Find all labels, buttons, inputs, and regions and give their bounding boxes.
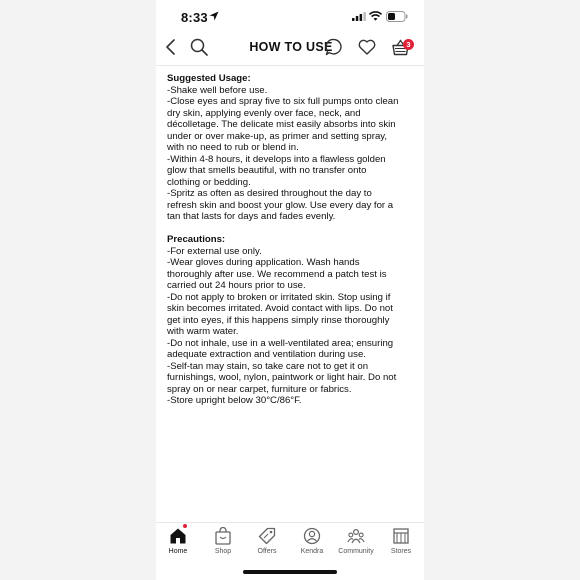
back-chevron-icon[interactable] [164, 38, 178, 56]
offers-icon [258, 527, 276, 545]
text-line: -Store upright below 30°C/86°F. [167, 395, 302, 406]
section-heading: Suggested Usage: [167, 73, 251, 84]
tab-label: Offers [257, 548, 277, 555]
stores-icon [392, 527, 410, 545]
home-indicator-bar[interactable] [243, 570, 337, 574]
notification-dot [183, 524, 187, 528]
text-line: under or over make-up, as primer and setting spray, [167, 130, 388, 142]
location-arrow-icon [209, 11, 219, 21]
battery-icon [386, 11, 408, 22]
text-line: -Wear gloves during application. Wash hands [167, 257, 360, 268]
tab-kendra[interactable] [290, 527, 334, 555]
text-line: -Do not inhale, use in a well-ventilated area; ensuring [167, 337, 394, 349]
page-title: HOW TO USE [249, 40, 333, 54]
tab-label: Stores [390, 548, 412, 555]
text-line: -Spritz as often as desired throughout the day to [167, 188, 372, 199]
heart-icon[interactable] [358, 39, 376, 55]
text-line: -Close eyes and spray five to six full pumps onto clean [167, 96, 399, 107]
text-line: -For external use only. [167, 245, 262, 257]
status-bar [156, 0, 424, 32]
text-line: clothing or bedding. [167, 176, 251, 188]
comment-bubble-icon[interactable] [325, 38, 343, 56]
tab-stores[interactable] [379, 527, 423, 555]
text-line: thoroughly after use. We recommend a patch test is [167, 268, 387, 280]
header-divider [156, 65, 424, 66]
text-line: adequate extraction and ventilation during use. [167, 349, 366, 360]
text-line: with warm water. [167, 326, 239, 337]
tab-shop[interactable] [201, 527, 245, 555]
tab-label: Shop [214, 548, 232, 555]
bottom-tab-bar [156, 522, 424, 559]
tab-label: Community [338, 548, 374, 555]
text-line: skin becomes irritated. Avoid contact with lips. Do not [167, 303, 393, 314]
kendra-icon [303, 527, 321, 545]
home-icon [169, 527, 187, 545]
suggested-usage-section [167, 73, 419, 223]
text-line: décolletage. The delicate mist easily absorbs into skin [167, 119, 396, 130]
text-line: -Do not apply to broken or irritated skin. Stop using if [167, 291, 391, 303]
shop-icon [214, 527, 232, 545]
text-line: carried out 24 hours prior to use. [167, 280, 306, 291]
tab-offers[interactable] [245, 527, 289, 555]
text-line: refresh skin and boost your glow. Use every day for a [167, 199, 394, 211]
text-line: spray on or near carpet, furniture or fabrics. [167, 383, 352, 395]
text-line: glow that smells beautiful, with no transfer onto [167, 165, 367, 176]
search-icon[interactable] [190, 38, 208, 56]
community-icon [347, 527, 365, 545]
precautions-section [167, 234, 419, 407]
tab-home[interactable] [156, 527, 200, 555]
cellular-signal-icon [352, 12, 366, 21]
text-line: -Shake well before use. [167, 84, 268, 96]
text-line: dry skin, applying evenly over face, neck, and [167, 107, 361, 119]
text-line: get into eyes, if this happens simply rinse thoroughly [167, 314, 390, 326]
text-line: -Self-tan may stain, so take care not to get it on [167, 360, 369, 372]
phone-screen [156, 0, 424, 580]
how-to-use-content [167, 73, 419, 407]
status-time: 8:33 [181, 10, 208, 25]
section-heading: Precautions: [167, 234, 226, 245]
tab-label: Kendra [300, 548, 324, 555]
tab-label: Home [168, 548, 188, 555]
text-line: tan that lasts for days and fades evenly. [167, 211, 336, 222]
text-line: -Within 4-8 hours, it develops into a flawless golden [167, 153, 386, 165]
text-line: with no need to rub or blend in. [167, 142, 299, 153]
section-spacer [167, 223, 419, 235]
wifi-icon [369, 11, 382, 21]
cart-count-badge: 3 [403, 39, 414, 50]
text-line: furnishings, wool, nylon, paintwork or light hair. Do not [167, 372, 397, 383]
tab-community[interactable] [334, 527, 378, 555]
nav-header [156, 34, 424, 62]
